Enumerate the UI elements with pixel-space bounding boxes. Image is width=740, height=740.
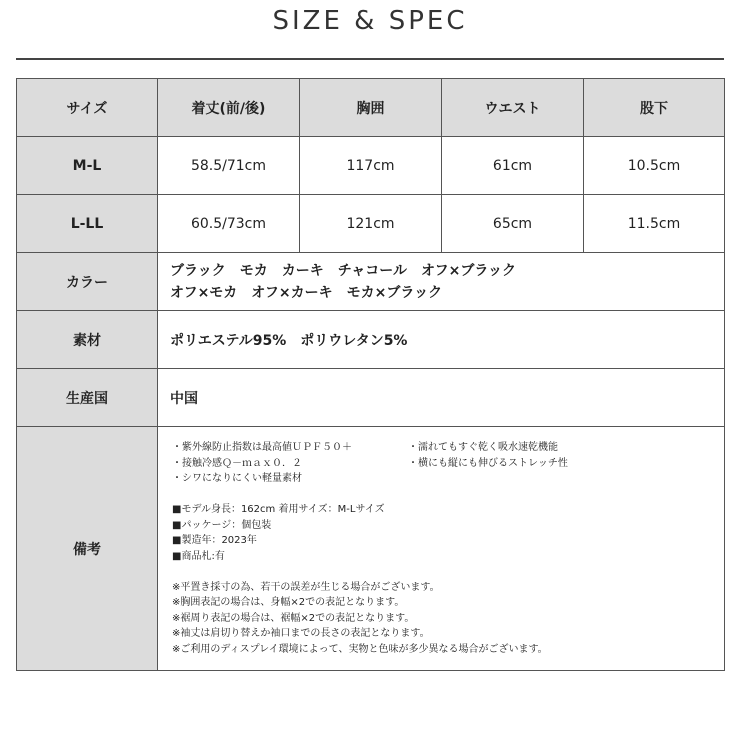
table-row (17, 195, 725, 253)
header-row (17, 79, 725, 137)
spec-line: ■パッケージ：個包装 (172, 519, 272, 531)
length-value: 60.5/73cm (158, 195, 300, 253)
header-size: サイズ (17, 79, 158, 137)
inseam-value: 11.5cm (584, 195, 725, 253)
remarks-row (17, 427, 725, 671)
chest-value: 121cm (300, 195, 442, 253)
title-divider (16, 58, 724, 60)
feature-line (172, 456, 724, 472)
feature-text: ・濡れてもすぐ乾く吸水速乾機能 (408, 442, 558, 453)
length-value: 58.5/71cm (158, 137, 300, 195)
feature-text: ・接触冷感Ｑ－ｍａｘ０．２ (172, 457, 302, 469)
color-line-2: オフ×モカ オフ×カーキ モカ×ブラック (170, 284, 443, 301)
header-waist: ウエスト (442, 79, 584, 137)
feature-text: ・シワになりにくい軽量素材 (172, 473, 302, 484)
feature-text: ・紫外線防止指数は最高値ＵＰＦ５０＋ (172, 442, 352, 453)
size-spec-table (16, 78, 725, 671)
waist-value: 61cm (442, 137, 584, 195)
origin-label: 生産国 (17, 369, 158, 427)
feature-line (172, 440, 724, 456)
size-label: M-L (17, 137, 158, 195)
note-line: ※ご利用のディスプレイ環境によって、実物と色味が多少異なる場合がございます。 (172, 643, 548, 655)
inseam-value: 10.5cm (584, 137, 725, 195)
note-line: ※袖丈は肩切り替えか袖口までの長さの表記となります。 (172, 628, 430, 639)
table-row (17, 137, 725, 195)
material-row (17, 311, 725, 369)
feature-text: ・横にも縦にも伸びるストレッチ性 (408, 457, 568, 469)
note-line: ※胸囲表記の場合は、身幅×2での表記となります。 (172, 597, 405, 608)
color-row (17, 253, 725, 311)
note-line: ※平置き採寸の為、若干の誤差が生じる場合がございます。 (172, 581, 440, 593)
spec-line: ■製造年：2023年 (172, 535, 257, 546)
color-label: カラー (17, 253, 158, 311)
material-label: 素材 (17, 311, 158, 369)
size-label: L-LL (17, 195, 158, 253)
page-title: SIZE & SPEC (272, 6, 468, 36)
spec-line: ■モデル身長：162cm 着用サイズ：M-Lサイズ (172, 504, 385, 515)
chest-value: 117cm (300, 137, 442, 195)
remarks-label: 備考 (17, 427, 158, 671)
header-length: 着丈(前/後) (158, 79, 300, 137)
material-value: ポリエステル95% ポリウレタン5% (158, 311, 725, 369)
waist-value: 65cm (442, 195, 584, 253)
header-chest: 胸囲 (300, 79, 442, 137)
note-line: ※裾周り表記の場合は、裾幅×2での表記となります。 (172, 612, 415, 624)
feature-line (172, 471, 724, 487)
color-line-1: ブラック モカ カーキ チャコール オフ×ブラック (170, 262, 517, 279)
origin-value: 中国 (158, 369, 725, 427)
color-values (158, 253, 725, 311)
remarks-content (158, 427, 725, 671)
origin-row (17, 369, 725, 427)
spec-line: ■商品札:有 (172, 550, 225, 562)
header-inseam: 股下 (584, 79, 725, 137)
